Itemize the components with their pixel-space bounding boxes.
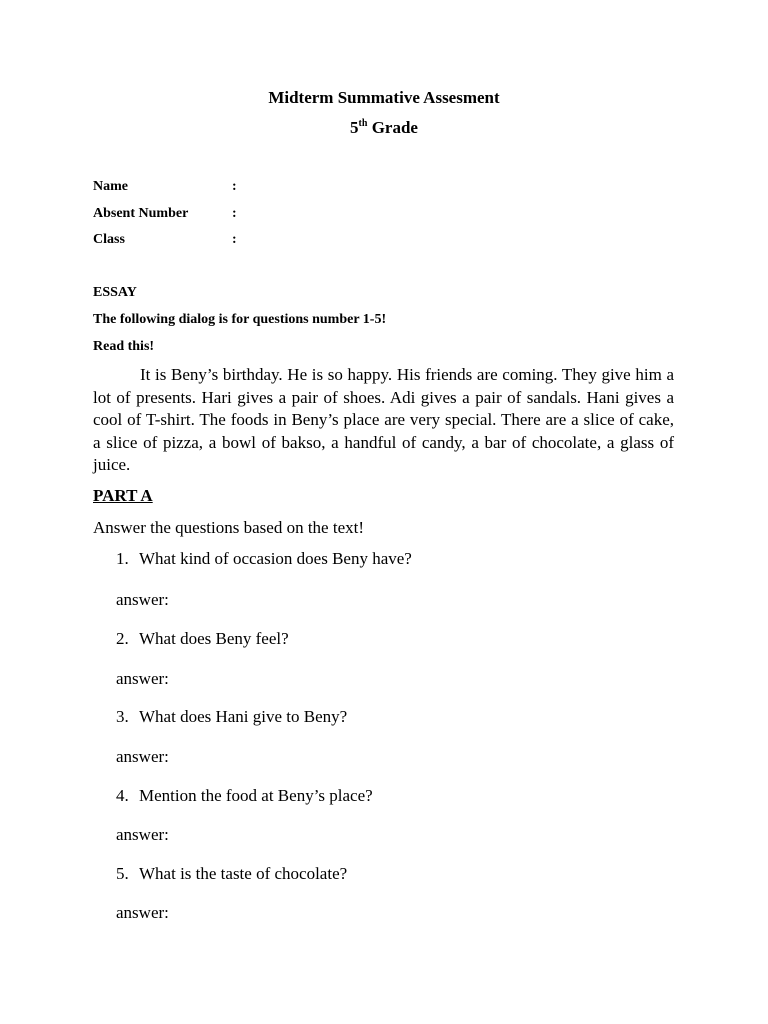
name-colon: : — [232, 179, 237, 194]
document-title: Midterm Summative Assesment — [268, 88, 500, 107]
absent-number-colon: : — [232, 206, 237, 221]
answer-label-1: answer: — [116, 590, 169, 609]
essay-heading: ESSAY — [93, 285, 137, 300]
question-2 — [116, 629, 289, 649]
question-5 — [116, 864, 347, 884]
name-label: Name — [93, 179, 128, 194]
answer-label-3: answer: — [116, 747, 169, 766]
question-number: 5. — [116, 864, 129, 883]
read-prompt: Read this! — [93, 339, 155, 354]
answer-label-5: answer: — [116, 903, 169, 922]
question-text: Mention the food at Beny’s place? — [139, 786, 373, 805]
absent-number-label: Absent Number — [93, 206, 189, 221]
question-text: What is the taste of chocolate? — [139, 864, 348, 883]
question-number: 1. — [116, 549, 129, 568]
question-text: What does Beny feel? — [139, 629, 289, 648]
question-3 — [116, 707, 347, 727]
question-1 — [116, 549, 412, 569]
question-text: What kind of occasion does Beny have? — [139, 549, 412, 568]
question-number: 4. — [116, 786, 129, 805]
grade-word: Grade — [367, 118, 418, 137]
answer-label-2: answer: — [116, 669, 169, 688]
grade-number: 5 — [350, 118, 359, 137]
question-number: 2. — [116, 629, 129, 648]
part-a-title: PART A — [93, 486, 153, 505]
part-a-instruction: Answer the questions based on the text! — [93, 518, 364, 537]
question-text: What does Hani give to Beny? — [139, 707, 348, 726]
grade-heading — [0, 118, 768, 138]
class-label: Class — [93, 232, 125, 247]
question-number: 3. — [116, 707, 129, 726]
dialog-note: The following dialog is for questions number 1-5! — [93, 312, 387, 327]
class-colon: : — [232, 232, 237, 247]
question-4 — [116, 786, 373, 806]
grade-suffix: th — [358, 118, 368, 129]
reading-passage: It is Beny’s birthday. He is so happy. His friends are coming. They give him a lot of presents. Hari gives a pair of shoes. Adi gives a pair of sandals. Hani gives a cool of T-shirt. The foods in Beny’s place are very special. There are a slice of cake, a slice of pizza, a bowl of bakso, a handful of candy, a bar of chocolate, a glass of juice. — [93, 365, 674, 475]
answer-label-4: answer: — [116, 825, 169, 844]
